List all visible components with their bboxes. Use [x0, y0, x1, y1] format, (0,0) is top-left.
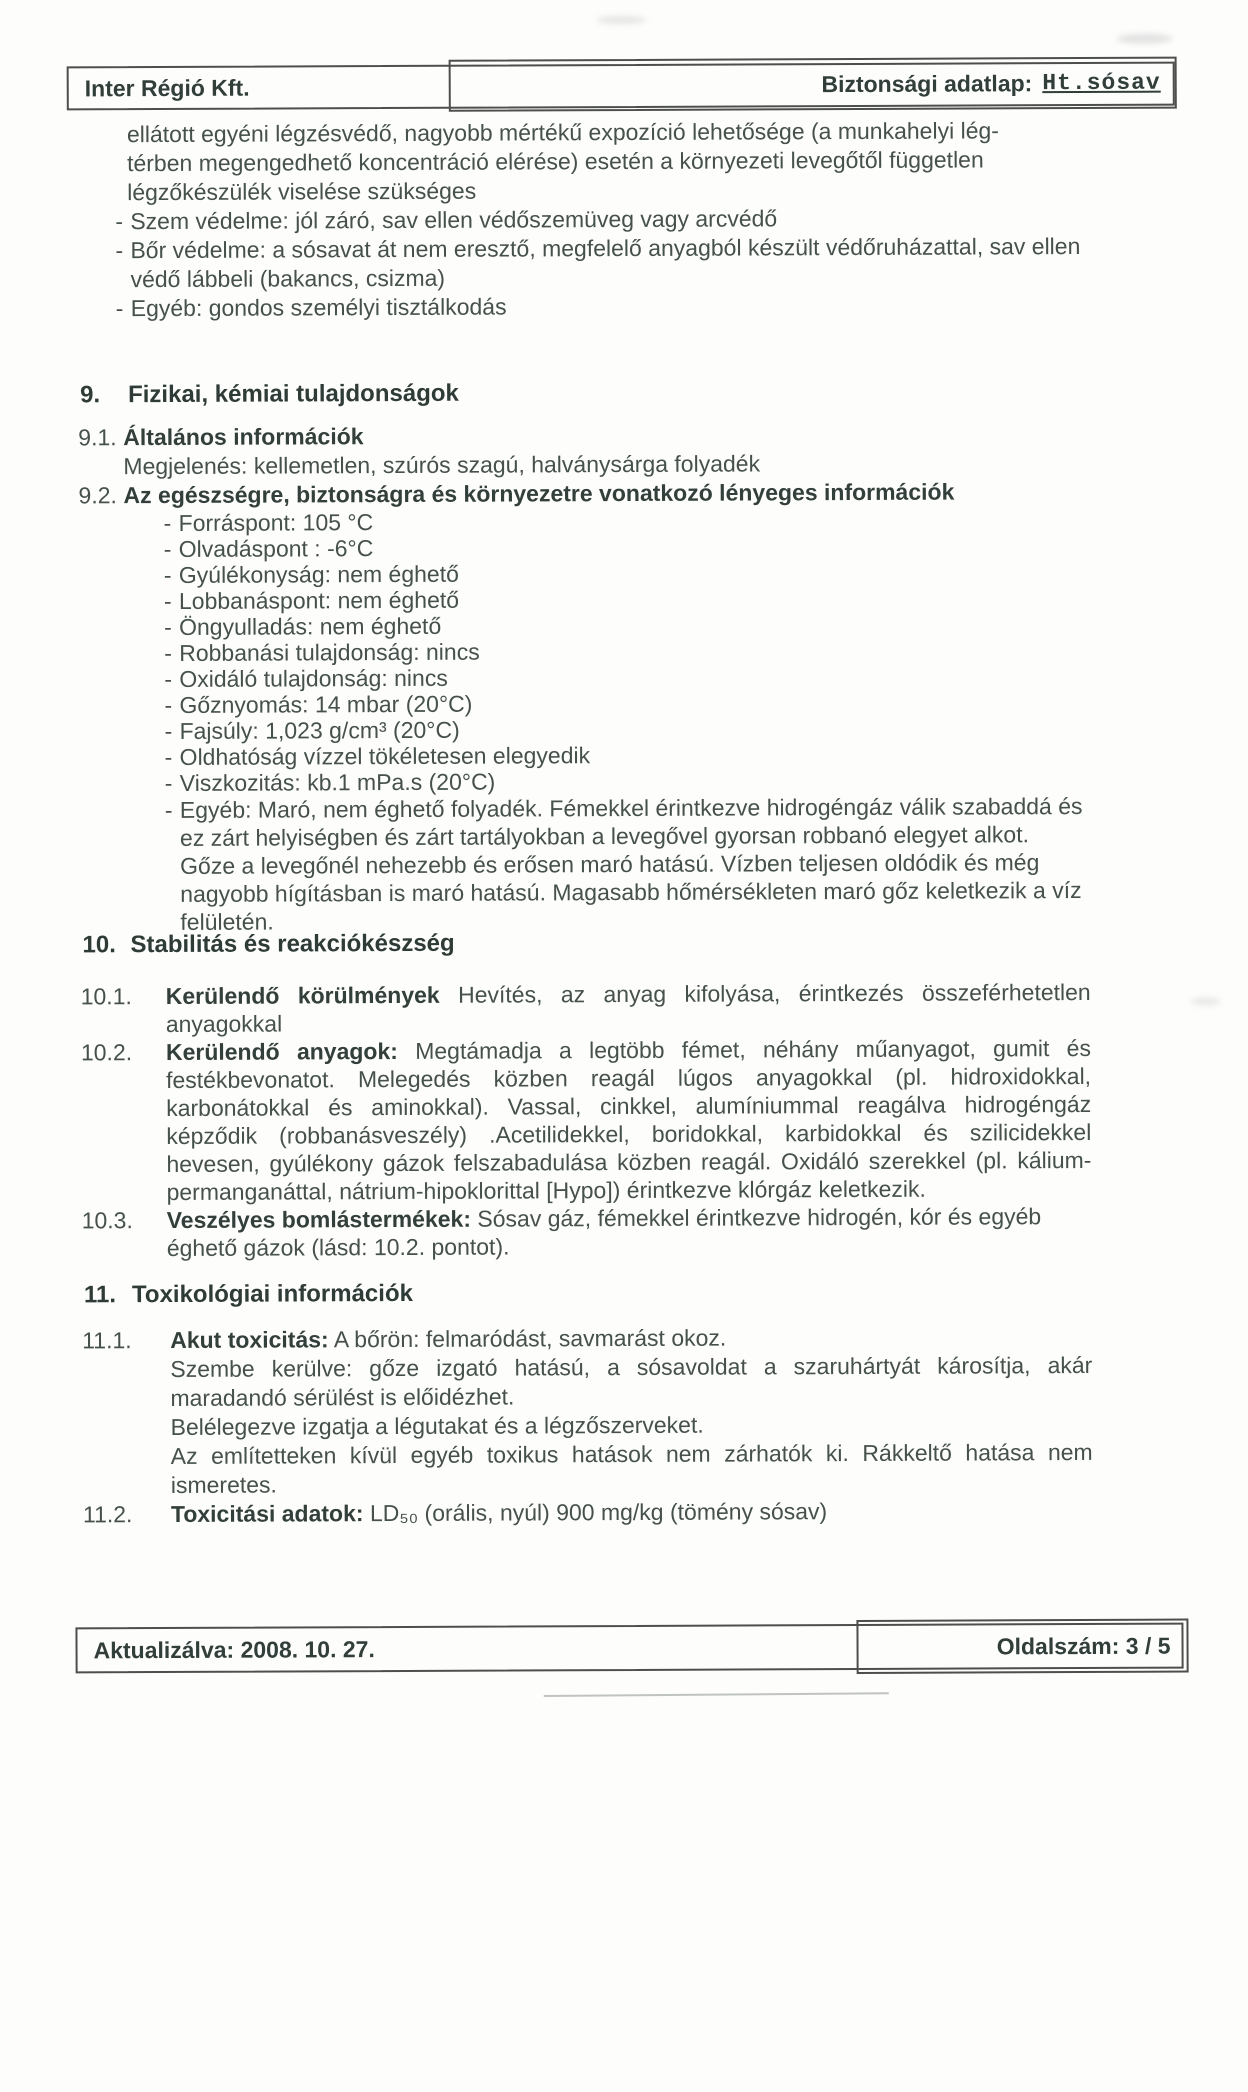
toxicity-data-value: LD₅₀ (orális, nyúl) 900 mg/kg (tömény sósav): [369, 1498, 828, 1527]
subsection-number: 10.1.: [80, 983, 132, 1010]
page-number: Oldalszám: 3 / 5: [996, 1632, 1171, 1659]
property-viscosity: - Viszkozitás: kb.1 mPa.s (20°C): [125, 766, 1090, 796]
updated-date: Aktualizálva: 2008. 10. 27.: [93, 1635, 375, 1663]
property-other: - Egyéb: Maró, nem éghető folyadék. Fémekkel érintkezve hidrogéngáz válik szabaddá és ez zárt helyiségben és zárt tartályokban a levegővel gyorsan robbanó elegyet alkot. Gőze a levegőnél nehezebb és erősen maró hatású. Vízben teljesen oldódik és még nagyobb hígításban is maró hatású. Magasabb hőmérsékleten maró gőz keletkezik a víz felületén.: [125, 792, 1091, 936]
ppe-item-skin: - Bőr védelme: a sósavat át nem eresztő, megfelelő anyagból készült védőruházattal, sav ellen védő lábbeli (bakancs, csizma): [77, 232, 1087, 294]
section-title: Toxikológiai információk: [131, 1279, 413, 1309]
subsection-number: 11.1.: [82, 1327, 132, 1354]
property-density: - Fajsúly: 1,023 g/cm³ (20°C): [124, 714, 1089, 744]
subsection-10-3: [82, 1202, 1092, 1262]
property-autoignition: - Öngyulladás: nem éghető: [124, 610, 1089, 640]
subsection-text: Megtámadja a legtöbb fémet, néhány műanyagot, gumit és festékbevonatot. Melegedés közben reagál lúgos anyagokkal (pl. hidroxidokkal, karbonátokkal és aminokkal). Vassal, cinkkel, alumíniummal reagálva hidrogéngáz képződik (robbanásveszély) .Acetilidekkel, boridokkal, karbidokkal és szilicidekkel hevesen, gyúlékony gázok felszabadulása közben reagál. Oxidáló szerekkel (pl. kálium-permanganáttal, nátrium-hipoklorittal [Hypo]) érintkezve klórgáz keletkezik.: [166, 1034, 1092, 1205]
ppe-item-other: - Egyéb: gondos személyi tisztálkodás: [78, 290, 1088, 323]
property-flash-point: - Lobbanáspont: nem éghető: [124, 584, 1089, 614]
subsection-11-2: [83, 1496, 1093, 1529]
company-name: Inter Régió Kft.: [84, 74, 250, 101]
subsection-9-1: [78, 419, 1088, 481]
paragraph-line: térben megengedhető koncentráció elérése) esetén a környezeti levegőtől független: [126, 146, 984, 177]
property-vapor-pressure: - Gőznyomás: 14 mbar (20°C): [124, 688, 1089, 718]
scan-smudge: [596, 16, 646, 24]
subsection-number: 10.2.: [80, 1039, 133, 1066]
footer-page-box: [856, 1619, 1188, 1674]
section-number: 9.: [80, 381, 101, 409]
subsection-number: 11.2.: [82, 1501, 133, 1528]
subsection-11-1: [82, 1322, 1093, 1500]
section-number: 10.: [82, 931, 116, 959]
doc-type-label: Biztonsági adatlap:: [821, 69, 1033, 97]
scan-artifact-line: [544, 1692, 889, 1697]
property-oxidizing: - Oxidáló tulajdonság: nincs: [124, 662, 1089, 692]
subsection-title: Az egészségre, biztonságra és környezetre vonatkozó lényeges információk: [123, 478, 955, 509]
properties-list: [124, 506, 1091, 936]
property-boiling-point: - Forráspont: 105 °C: [124, 506, 1089, 536]
subsection-9-2: [78, 477, 1090, 936]
subsection-text: Hevítés, az anyag kifolyása, érintkezés összeférhetetlen anyagokkal: [165, 978, 1091, 1038]
section-9-heading: [78, 376, 1088, 410]
appearance-text: Megjelenés: kellemetlen, szúrós szagú, halványsárga folyadék: [123, 450, 761, 480]
property-solubility: - Oldhatóság vízzel tökéletesen elegyedik: [125, 740, 1090, 770]
subsection-10-2: [81, 1034, 1092, 1206]
section-number: 11.: [83, 1281, 117, 1309]
subsection-title: Toxicitási adatok:: [170, 1500, 364, 1527]
subsection-10-1: [81, 978, 1091, 1038]
section-11-heading: [82, 1276, 1092, 1310]
toxicity-paragraph: Az említetteken kívül egyéb toxikus hatások nem zárhatók ki. Rákkeltő hatása nem ismeretes.: [170, 1438, 1093, 1498]
section-10: [80, 926, 1091, 1262]
subsection-title: Akut toxicitás:: [170, 1326, 329, 1353]
section-9: [78, 376, 1090, 936]
section-title: Fizikai, kémiai tulajdonságok: [128, 379, 459, 409]
subsection-title: Általános információk: [123, 423, 364, 451]
subsection-number: 9.1.: [78, 424, 117, 451]
section-title: Stabilitás és reakciókészség: [130, 929, 455, 959]
paragraph-line: ellátott egyéni légzésvédő, nagyobb mértékű expozíció lehetősége (a munkahelyi lég-: [126, 117, 999, 148]
product-name: Ht.sósav: [1042, 69, 1161, 96]
paragraph-line: légzőkészülék viselése szükséges: [127, 177, 477, 206]
scan-smudge: [1191, 997, 1221, 1005]
property-explosive: - Robbanási tulajdonság: nincs: [124, 636, 1089, 666]
toxicity-paragraph: Belélegezve izgatja a légutakat és a légzőszerveket.: [170, 1411, 704, 1440]
acute-toxicity-lead: A bőrön: felmaródást, savmarást okoz.: [333, 1324, 727, 1353]
subsection-number: 10.3.: [81, 1207, 133, 1234]
section-10-heading: [80, 926, 1090, 960]
toxicity-paragraph: Szembe kerülve: gőze izgató hatású, a sósavoldat a szaruhártyát károsítja, akár maradandó sérülést is előidézhet.: [170, 1351, 1093, 1411]
property-flammability: - Gyúlékonyság: nem éghető: [124, 558, 1089, 588]
subsection-text: Sósav gáz, fémekkel érintkezve hidrogén, kór és egyéb éghető gázok (lásd: 10.2. pontot).: [166, 1203, 1042, 1261]
subsection-title: Veszélyes bomlástermékek:: [166, 1205, 472, 1233]
ppe-item-eye: - Szem védelme: jól záró, sav ellen védőszemüveg vagy arcvédő: [77, 203, 1087, 236]
header-doc-box: [449, 57, 1177, 112]
subsection-title: Kerülendő körülmények: [165, 981, 440, 1010]
subsection-title: Kerülendő anyagok:: [165, 1037, 398, 1066]
scan-smudge: [1117, 34, 1173, 44]
subsection-number: 9.2.: [78, 482, 117, 509]
property-melting-point: - Olvadáspont : -6°C: [124, 532, 1089, 562]
ppe-continuation: [77, 116, 1088, 323]
section-11: [82, 1276, 1093, 1529]
